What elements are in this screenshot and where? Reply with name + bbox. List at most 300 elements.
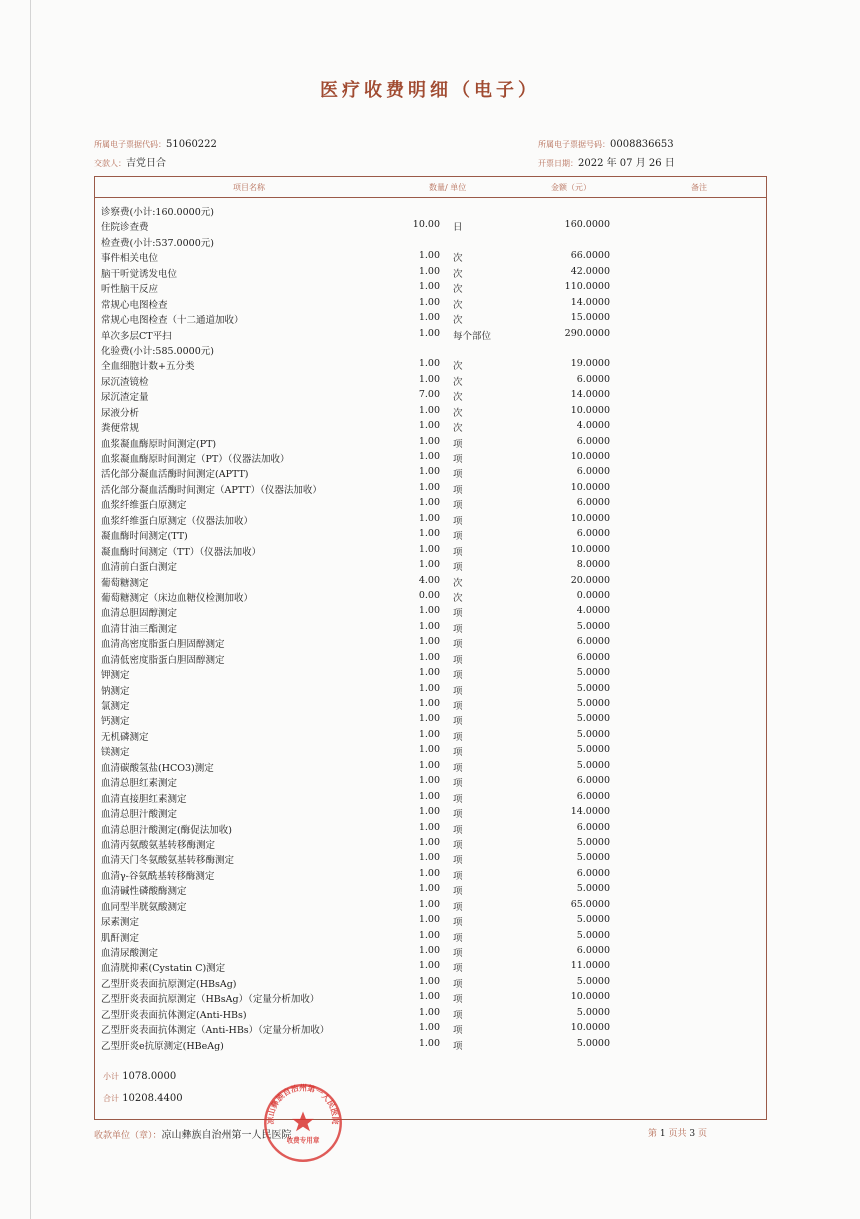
quantity-cell: 1.00 [418, 744, 440, 756]
page-suffix: 页 [698, 1129, 708, 1139]
unit-cell: 次 [453, 315, 463, 327]
quantity-cell: 1.00 [418, 559, 440, 571]
table-row [95, 1006, 766, 1021]
issue-date-line [538, 154, 675, 169]
item-name-cell: 血清γ-谷氨酰基转移酶测定 [101, 870, 215, 882]
item-name-cell: 镁测定 [101, 747, 130, 759]
unit-cell: 项 [453, 546, 463, 558]
table-row [95, 975, 766, 990]
item-name-cell: 血浆纤维蛋白原测定 [101, 500, 187, 512]
receipt-number-line [538, 139, 674, 150]
table-row [95, 697, 766, 712]
table-row [95, 234, 766, 249]
quantity-cell: 1.00 [418, 806, 440, 818]
issue-date-value: 2022 年 07 月 26 日 [578, 158, 675, 169]
unit-cell: 项 [453, 484, 463, 496]
payer-value: 吉党日合 [126, 158, 166, 169]
table-row [95, 821, 766, 836]
table-row [95, 604, 766, 619]
item-name-cell: 钠测定 [101, 685, 130, 697]
table-row [95, 327, 766, 342]
amount-cell: 14.0000 [570, 389, 610, 401]
unit-cell: 日 [453, 222, 463, 234]
issue-date-label: 开票日期： [538, 159, 578, 168]
unit-cell: 项 [453, 654, 463, 666]
amount-cell: 6.0000 [576, 651, 610, 663]
total-line [103, 1093, 183, 1104]
unit-cell: 项 [453, 639, 463, 651]
amount-cell: 5.0000 [576, 744, 610, 756]
amount-cell: 10.0000 [570, 481, 610, 493]
item-name-cell: 血清胱抑素(Cystatin C)测定 [101, 963, 226, 975]
page-mid: 页共 [668, 1129, 687, 1139]
amount-cell: 110.0000 [564, 281, 610, 293]
quantity-cell: 1.00 [418, 512, 440, 524]
unit-cell: 次 [453, 407, 463, 419]
item-name-cell: 乙型肝炎表面抗体测定(Anti-HBs) [101, 1009, 247, 1021]
unit-cell: 次 [453, 376, 463, 388]
quantity-cell: 1.00 [418, 327, 440, 339]
quantity-cell: 1.00 [418, 759, 440, 771]
table-row [95, 419, 766, 434]
page-title: 医疗收费明细（电子） [320, 80, 540, 101]
amount-cell: 6.0000 [576, 497, 610, 509]
amount-cell: 5.0000 [576, 667, 610, 679]
quantity-cell: 1.00 [418, 420, 440, 432]
receipt-code-line [94, 139, 217, 150]
page-current: 1 [659, 1129, 666, 1139]
quantity-cell: 1.00 [418, 852, 440, 864]
table-row [95, 1037, 766, 1052]
table-row [95, 620, 766, 635]
table-row [95, 790, 766, 805]
unit-cell: 次 [453, 253, 463, 265]
item-name-cell: 葡萄糖测定 [101, 577, 149, 589]
unit-cell: 次 [453, 423, 463, 435]
item-name-cell: 尿沉渣镜检 [101, 376, 149, 388]
amount-cell: 5.0000 [576, 929, 610, 941]
quantity-cell: 7.00 [418, 389, 440, 401]
quantity-cell: 1.00 [418, 836, 440, 848]
item-name-cell: 血浆纤维蛋白原测定（仪器法加收） [101, 515, 254, 527]
quantity-cell: 1.00 [418, 713, 440, 725]
amount-cell: 6.0000 [576, 945, 610, 956]
table-row [95, 743, 766, 758]
item-name-cell: 乙型肝炎表面抗原测定(HBsAg) [101, 978, 237, 990]
amount-cell: 11.0000 [570, 960, 610, 972]
amount-cell: 5.0000 [576, 698, 610, 709]
amount-cell: 10.0000 [570, 451, 610, 462]
unit-cell: 项 [453, 855, 463, 867]
table-row [95, 265, 766, 280]
item-name-cell: 葡萄糖测定（床边血糖仪检测加收） [101, 592, 254, 604]
table-row [95, 913, 766, 928]
table-row [95, 435, 766, 450]
table-row [95, 929, 766, 944]
unit-cell: 次 [453, 577, 463, 589]
quantity-cell: 1.00 [418, 898, 440, 910]
quantity-cell: 1.00 [418, 991, 440, 1003]
unit-cell: 次 [453, 361, 463, 373]
unit-cell: 项 [453, 917, 463, 929]
table-row [95, 666, 766, 681]
unit-cell: 项 [453, 531, 463, 543]
quantity-cell: 1.00 [418, 914, 440, 926]
quantity-cell: 4.00 [418, 574, 440, 586]
unit-cell: 项 [453, 1025, 463, 1037]
item-name-cell: 血清天门冬氨酸氨基转移酶测定 [101, 855, 235, 867]
table-row [95, 450, 766, 465]
unit-cell: 项 [453, 1009, 463, 1021]
quantity-cell: 1.00 [418, 1006, 440, 1018]
quantity-cell: 1.00 [418, 312, 440, 324]
table-row [95, 728, 766, 743]
unit-cell: 项 [453, 994, 463, 1006]
payee-label: 收款单位（章）： [94, 1131, 162, 1141]
table-row [95, 589, 766, 604]
item-name-cell: 乙型肝炎表面抗原测定（HBsAg）（定量分析加收） [101, 994, 320, 1006]
amount-cell: 5.0000 [576, 975, 610, 987]
unit-cell: 项 [453, 701, 463, 712]
quantity-cell: 1.00 [418, 497, 440, 509]
amount-cell: 10.0000 [570, 991, 610, 1003]
svg-text:收费专用章: 收费专用章 [286, 1136, 320, 1145]
quantity-cell: 1.00 [418, 605, 440, 617]
item-name-cell: 血清前白蛋白测定 [101, 562, 178, 574]
amount-cell: 4.0000 [576, 420, 610, 432]
item-name-cell: 化验费(小计:585.0000元) [101, 345, 214, 357]
table-row [95, 388, 766, 403]
table-row [95, 774, 766, 789]
amount-cell: 10.0000 [570, 1022, 610, 1034]
item-name-cell: 血浆凝血酶原时间测定（PT）（仪器法加收） [101, 454, 290, 465]
table-row [95, 851, 766, 866]
table-row [95, 898, 766, 913]
item-name-cell: 乙型肝炎e抗原测定(HBeAg) [101, 1040, 224, 1052]
quantity-cell: 1.00 [418, 281, 440, 293]
header-remark: 备注 [691, 183, 707, 192]
table-row [95, 990, 766, 1005]
amount-cell: 5.0000 [576, 1037, 610, 1049]
item-name-cell: 事件相关电位 [101, 253, 159, 265]
quantity-cell: 1.00 [418, 636, 440, 648]
quantity-cell: 1.00 [418, 667, 440, 679]
unit-cell: 项 [453, 901, 463, 913]
receipt-code-value: 51060222 [166, 139, 217, 150]
receipt-number-label: 所属电子票据号码： [538, 140, 610, 149]
payer-label: 交款人： [94, 159, 126, 168]
amount-cell: 20.0000 [570, 574, 610, 586]
item-name-cell: 常规心电图检查（十二通道加收） [101, 315, 244, 327]
fee-detail-table [94, 176, 767, 1120]
table-row [95, 759, 766, 774]
item-name-cell: 肌酐测定 [101, 932, 140, 944]
table-row [95, 944, 766, 959]
amount-cell: 42.0000 [570, 265, 610, 277]
quantity-cell: 1.00 [418, 466, 440, 478]
quantity-cell: 1.00 [418, 867, 440, 879]
amount-cell: 6.0000 [576, 821, 610, 833]
item-name-cell: 血清总胆汁酸测定(酶促法加收) [101, 824, 232, 836]
amount-cell: 6.0000 [576, 867, 610, 879]
quantity-cell: 1.00 [418, 451, 440, 462]
page-indicator [648, 1126, 707, 1139]
quantity-cell: 1.00 [418, 790, 440, 802]
item-name-cell: 粪便常规 [101, 423, 140, 435]
table-row [95, 805, 766, 820]
amount-cell: 5.0000 [576, 836, 610, 848]
header-quantity-unit: 数量/ 单位 [429, 183, 467, 192]
payee-value: 凉山彝族自治州第一人民医院 [161, 1130, 292, 1141]
item-name-cell: 尿液分析 [101, 407, 140, 419]
item-name-cell: 血清甘油三酯测定 [101, 623, 178, 635]
quantity-cell: 1.00 [418, 975, 440, 987]
header-amount: 金额（元） [551, 183, 591, 192]
quantity-cell: 1.00 [418, 358, 440, 370]
subtotal-label: 小计 [103, 1072, 119, 1081]
item-name-cell: 血清低密度脂蛋白胆固醇测定 [101, 654, 225, 666]
quantity-cell: 10.00 [412, 219, 440, 231]
quantity-cell: 1.00 [418, 821, 440, 833]
item-name-cell: 血同型半胱氨酸测定 [101, 901, 187, 913]
amount-cell: 5.0000 [576, 682, 610, 694]
item-name-cell: 血清总胆固醇测定 [101, 608, 178, 620]
table-row [95, 882, 766, 897]
item-name-cell: 凝血酶时间测定(TT) [101, 531, 188, 543]
table-row [95, 342, 766, 357]
amount-cell: 5.0000 [576, 759, 610, 771]
subtotal-line [103, 1071, 176, 1082]
item-name-cell: 住院诊查费 [101, 222, 149, 234]
quantity-cell: 1.00 [418, 250, 440, 262]
unit-cell: 项 [453, 778, 463, 790]
table-body [95, 203, 766, 1052]
amount-cell: 10.0000 [570, 404, 610, 416]
unit-cell: 项 [453, 1040, 463, 1052]
item-name-cell: 尿素测定 [101, 917, 140, 929]
amount-cell: 14.0000 [570, 806, 610, 818]
amount-cell: 6.0000 [576, 775, 610, 787]
quantity-cell: 1.00 [418, 682, 440, 694]
quantity-cell: 1.00 [418, 620, 440, 632]
quantity-cell: 1.00 [418, 373, 440, 385]
item-name-cell: 钾测定 [101, 670, 130, 682]
quantity-cell: 1.00 [418, 481, 440, 493]
hospital-seal-stamp [262, 1082, 344, 1164]
item-name-cell: 单次多层CT平扫 [101, 330, 172, 342]
quantity-cell: 1.00 [418, 528, 440, 540]
table-row [95, 496, 766, 511]
table-row [95, 867, 766, 882]
table-row [95, 959, 766, 974]
amount-cell: 160.0000 [564, 219, 610, 231]
amount-cell: 5.0000 [576, 713, 610, 725]
unit-cell: 项 [453, 685, 463, 697]
table-header [95, 177, 766, 198]
amount-cell: 6.0000 [576, 466, 610, 478]
item-name-cell: 检查费(小计:537.0000元) [101, 237, 214, 249]
item-name-cell: 诊察费(小计:160.0000元) [101, 207, 214, 218]
item-name-cell: 全血细胞计数+五分类 [101, 361, 195, 373]
unit-cell: 项 [453, 716, 463, 728]
quantity-cell: 1.00 [418, 435, 440, 447]
item-name-cell: 无机磷测定 [101, 731, 149, 743]
quantity-cell: 1.00 [418, 1037, 440, 1049]
table-row [95, 404, 766, 419]
table-row [95, 296, 766, 311]
table-row [95, 543, 766, 558]
table-row [95, 682, 766, 697]
item-name-cell: 血清丙氨酸氨基转移酶测定 [101, 839, 216, 851]
item-name-cell: 血清总胆汁酸测定 [101, 809, 178, 821]
amount-cell: 10.0000 [570, 512, 610, 524]
unit-cell: 项 [453, 886, 463, 898]
unit-cell: 项 [453, 515, 463, 527]
table-row [95, 527, 766, 542]
quantity-cell: 1.00 [418, 929, 440, 941]
amount-cell: 10.0000 [570, 543, 610, 555]
item-name-cell: 凝血酶时间测定（TT）（仪器法加收） [101, 546, 262, 558]
unit-cell: 项 [453, 562, 463, 574]
table-row [95, 218, 766, 233]
table-row [95, 651, 766, 666]
item-name-cell: 血浆凝血酶原时间测定(PT) [101, 438, 217, 450]
table-row [95, 1021, 766, 1036]
table-row [95, 203, 766, 218]
item-name-cell: 活化部分凝血活酶时间测定(APTT) [101, 469, 249, 481]
amount-cell: 290.0000 [564, 327, 610, 339]
quantity-cell: 1.00 [418, 883, 440, 895]
table-row [95, 280, 766, 295]
receipt-code-label: 所属电子票据代码： [94, 140, 166, 149]
unit-cell: 项 [453, 762, 463, 774]
table-row [95, 311, 766, 326]
unit-cell: 项 [453, 731, 463, 743]
header-item-name: 项目名称 [233, 183, 265, 192]
table-row [95, 249, 766, 264]
subtotal-value: 1078.0000 [122, 1071, 177, 1082]
unit-cell: 次 [453, 592, 463, 604]
quantity-cell: 1.00 [418, 296, 440, 308]
quantity-cell: 1.00 [418, 651, 440, 663]
amount-cell: 14.0000 [570, 296, 610, 308]
amount-cell: 19.0000 [570, 358, 610, 370]
unit-cell: 项 [453, 963, 463, 975]
table-row [95, 465, 766, 480]
table-row [95, 373, 766, 388]
total-value: 10208.4400 [122, 1093, 183, 1104]
unit-cell: 项 [453, 747, 463, 759]
amount-cell: 5.0000 [576, 914, 610, 926]
unit-cell: 项 [453, 469, 463, 481]
item-name-cell: 血清总胆红素测定 [101, 778, 178, 790]
table-row [95, 481, 766, 496]
unit-cell: 项 [453, 978, 463, 990]
binding-line [30, 0, 31, 1219]
item-name-cell: 常规心电图检查 [101, 299, 168, 311]
table-row [95, 558, 766, 573]
svg-text:凉山彝族自治州第一人民医院: 凉山彝族自治州第一人民医院 [266, 1083, 340, 1125]
quantity-cell: 1.00 [418, 1022, 440, 1034]
item-name-cell: 氯测定 [101, 701, 130, 712]
quantity-cell: 1.00 [418, 728, 440, 740]
unit-cell: 项 [453, 500, 463, 512]
unit-cell: 项 [453, 948, 463, 959]
unit-cell: 项 [453, 438, 463, 450]
table-row [95, 712, 766, 727]
unit-cell: 项 [453, 932, 463, 944]
item-name-cell: 尿沉渣定量 [101, 392, 149, 404]
amount-cell: 65.0000 [570, 898, 610, 910]
item-name-cell: 血清碱性磷酸酶测定 [101, 886, 187, 898]
item-name-cell: 活化部分凝血活酶时间测定（APTT）（仪器法加收） [101, 484, 322, 496]
amount-cell: 8.0000 [576, 559, 610, 571]
amount-cell: 5.0000 [576, 1006, 610, 1018]
quantity-cell: 0.00 [418, 589, 440, 601]
unit-cell: 项 [453, 454, 463, 465]
unit-cell: 每个部位 [453, 330, 492, 342]
table-row [95, 512, 766, 527]
amount-cell: 15.0000 [570, 312, 610, 324]
table-row [95, 635, 766, 650]
item-name-cell: 听性脑干反应 [101, 284, 159, 296]
amount-cell: 0.0000 [576, 589, 610, 601]
unit-cell: 项 [453, 824, 463, 836]
quantity-cell: 1.00 [418, 960, 440, 972]
unit-cell: 次 [453, 299, 463, 311]
amount-cell: 66.0000 [570, 250, 610, 262]
quantity-cell: 1.00 [418, 543, 440, 555]
quantity-cell: 1.00 [418, 945, 440, 956]
table-row [95, 836, 766, 851]
amount-cell: 6.0000 [576, 373, 610, 385]
amount-cell: 5.0000 [576, 883, 610, 895]
table-row [95, 357, 766, 372]
unit-cell: 项 [453, 623, 463, 635]
amount-cell: 5.0000 [576, 852, 610, 864]
receipt-number-value: 0008836653 [610, 139, 674, 150]
unit-cell: 项 [453, 809, 463, 821]
amount-cell: 4.0000 [576, 605, 610, 617]
page-total: 3 [689, 1129, 696, 1139]
item-name-cell: 钙测定 [101, 716, 130, 728]
quantity-cell: 1.00 [418, 404, 440, 416]
page-prefix: 第 [648, 1129, 658, 1139]
item-name-cell: 血清尿酸测定 [101, 948, 159, 959]
item-name-cell: 血清直接胆红素测定 [101, 793, 187, 805]
amount-cell: 5.0000 [576, 728, 610, 740]
amount-cell: 5.0000 [576, 620, 610, 632]
table-row [95, 574, 766, 589]
unit-cell: 项 [453, 793, 463, 805]
total-label: 合计 [103, 1094, 119, 1103]
unit-cell: 次 [453, 268, 463, 280]
amount-cell: 6.0000 [576, 790, 610, 802]
unit-cell: 次 [453, 392, 463, 404]
unit-cell: 项 [453, 608, 463, 620]
item-name-cell: 血清高密度脂蛋白胆固醇测定 [101, 639, 225, 651]
item-name-cell: 血清碳酸氢盐(HCO3)测定 [101, 762, 214, 774]
quantity-cell: 1.00 [418, 775, 440, 787]
amount-cell: 6.0000 [576, 528, 610, 540]
item-name-cell: 脑干听觉诱发电位 [101, 268, 178, 280]
amount-cell: 6.0000 [576, 636, 610, 648]
quantity-cell: 1.00 [418, 698, 440, 709]
quantity-cell: 1.00 [418, 265, 440, 277]
unit-cell: 项 [453, 670, 463, 682]
amount-cell: 6.0000 [576, 435, 610, 447]
unit-cell: 次 [453, 284, 463, 296]
